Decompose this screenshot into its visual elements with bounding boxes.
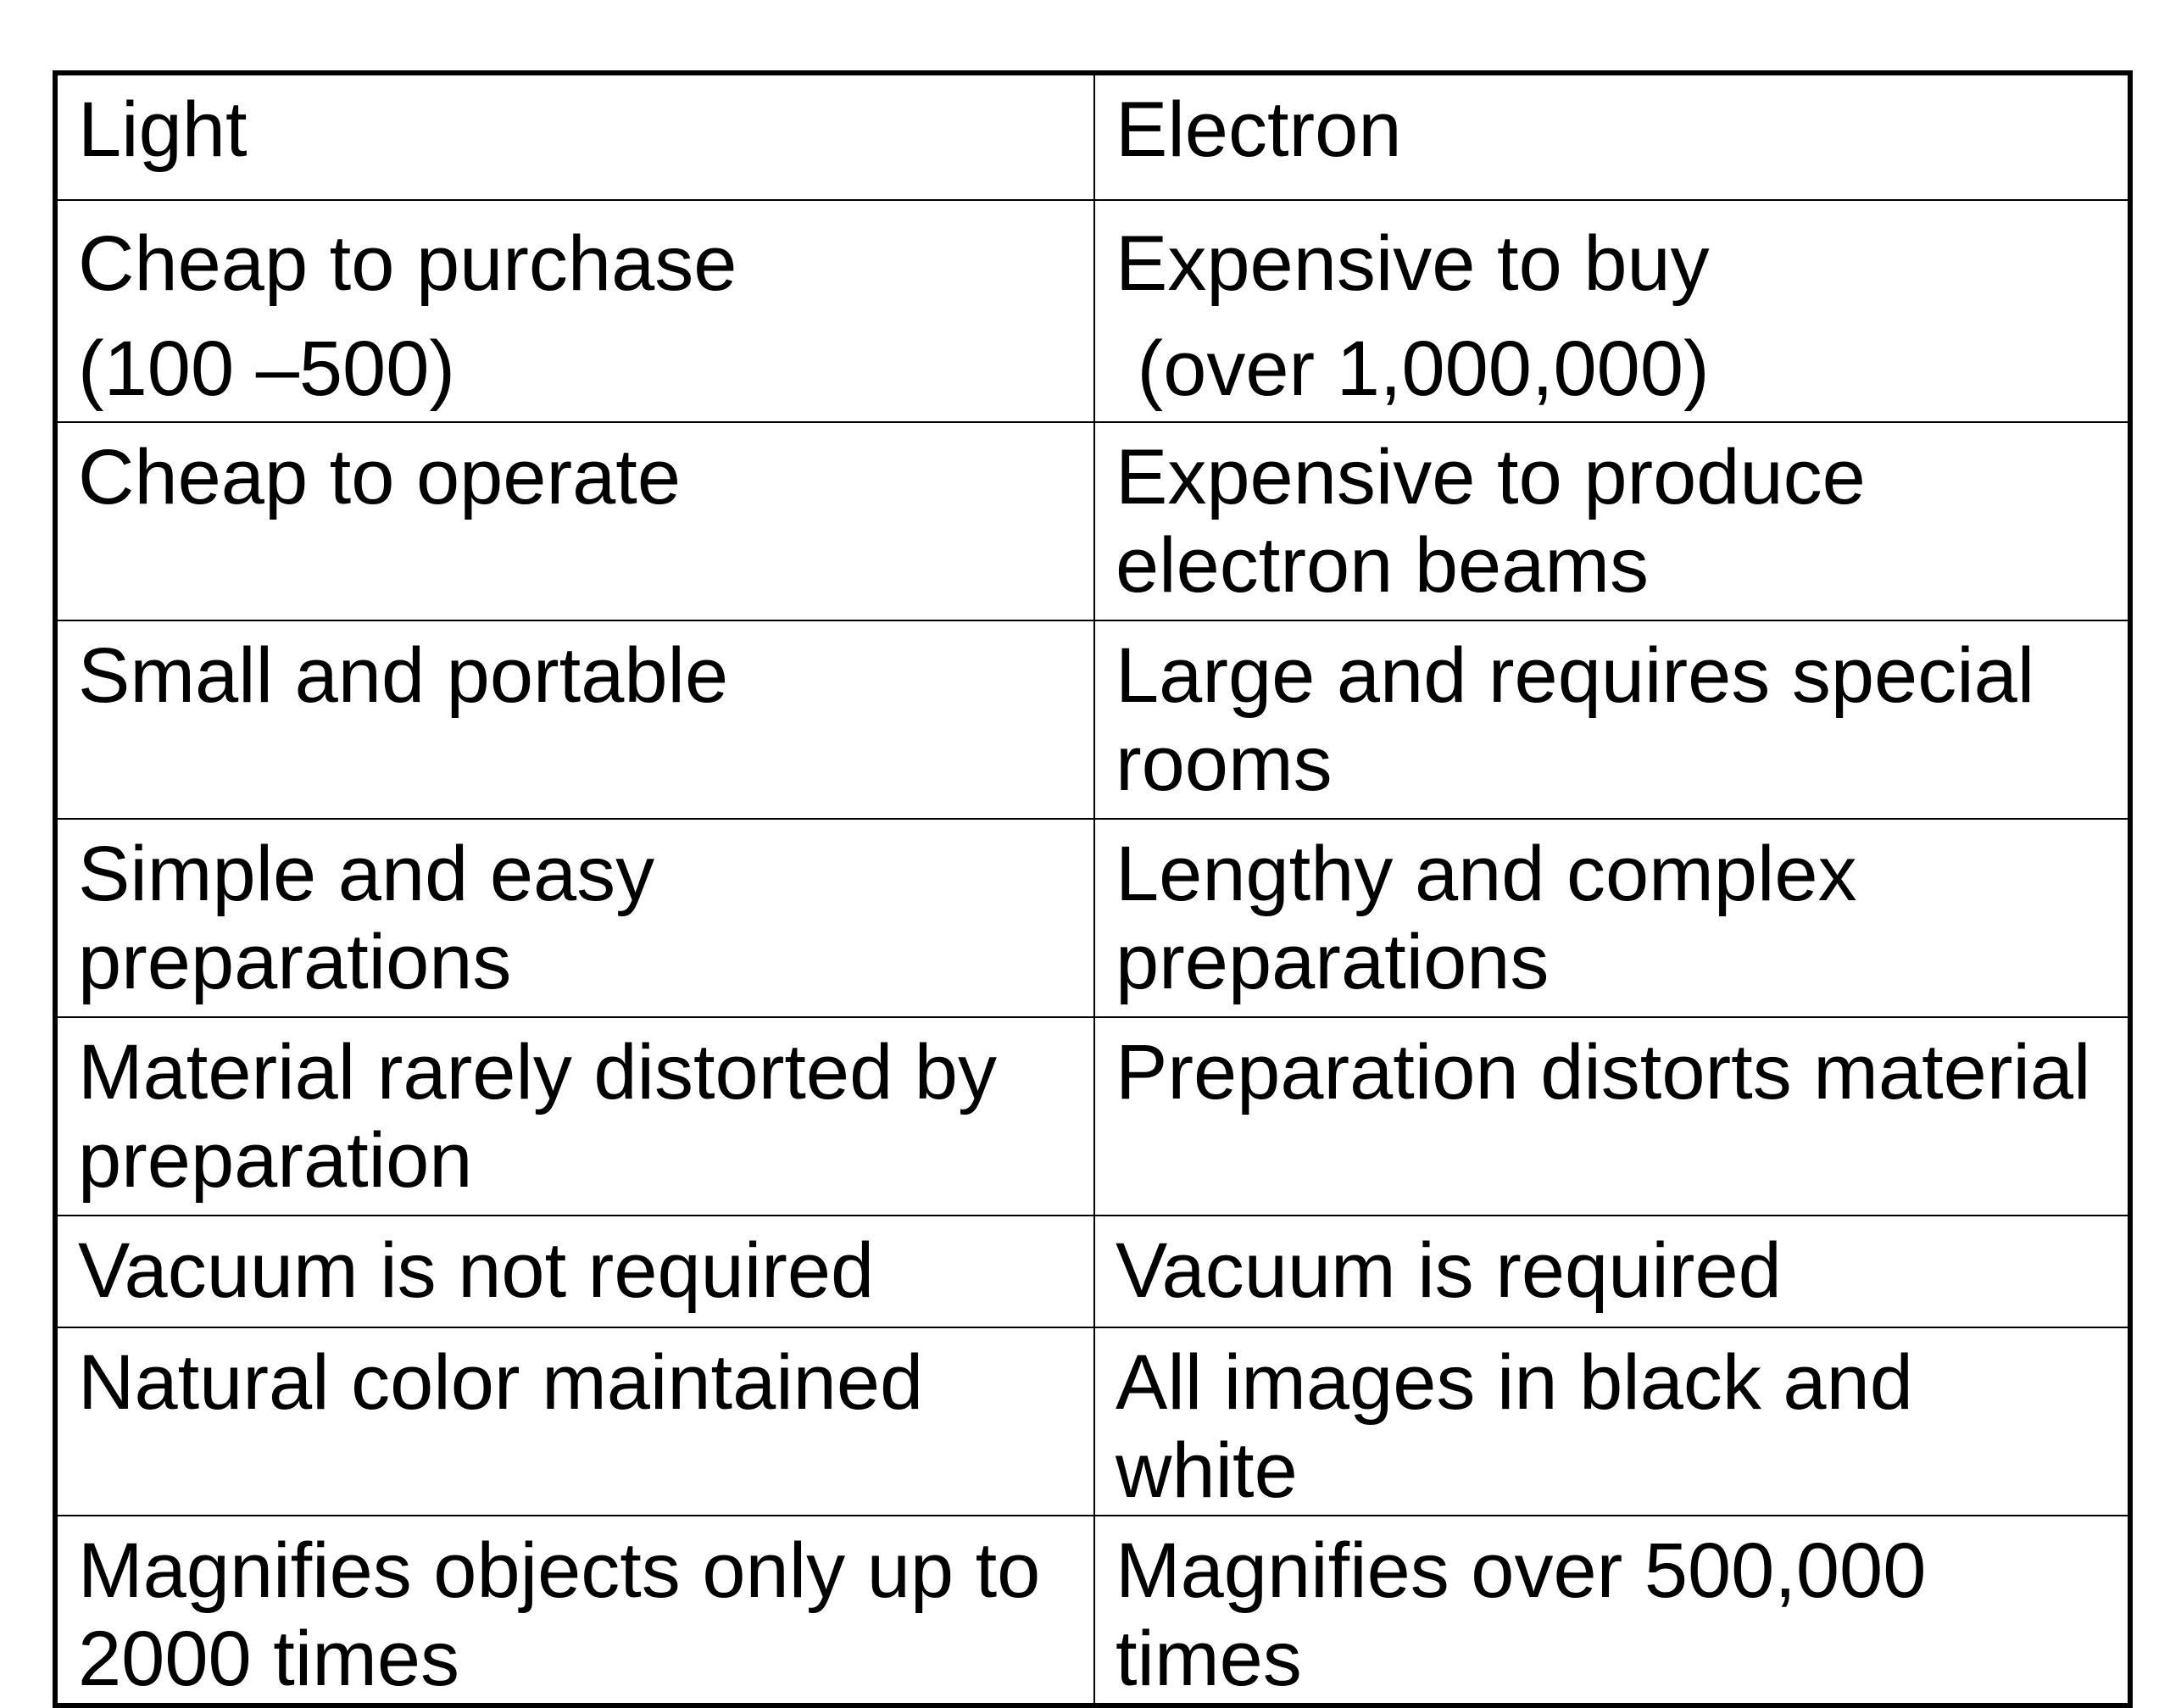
- table-cell-electron: Preparation distorts material: [1094, 1017, 2130, 1216]
- table-row: [55, 200, 2130, 422]
- comparison-table: [53, 70, 2133, 1708]
- table-cell-light: Cheap to operate: [55, 422, 1094, 620]
- cell-line: Expensive to buy: [1116, 220, 1710, 307]
- table-cell-electron: [1094, 200, 2130, 422]
- table-cell-light: Vacuum is not required: [55, 1216, 1094, 1327]
- table-cell-electron: All images in black and white: [1094, 1327, 2130, 1516]
- table-cell-light: Natural color maintained: [55, 1327, 1094, 1516]
- cell-line: Cheap to purchase: [78, 220, 737, 307]
- table-row: [55, 1017, 2130, 1216]
- table-header-row: [55, 73, 2130, 200]
- table-cell-electron: Vacuum is required: [1094, 1216, 2130, 1327]
- table-row: [55, 1327, 2130, 1516]
- table-cell-electron: Expensive to produce electron beams: [1094, 422, 2130, 620]
- table-row: [55, 1216, 2130, 1327]
- cell-line: (over 1,000,000): [1116, 325, 1710, 412]
- table-cell-electron: Magnifies over 500,000 times: [1094, 1516, 2130, 1705]
- table-row: [55, 620, 2130, 819]
- table-row: [55, 1516, 2130, 1705]
- table-cell-light: Simple and easy preparations: [55, 819, 1094, 1017]
- table-cell-light: [55, 200, 1094, 422]
- header-cell-light: Light: [55, 73, 1094, 200]
- cell-line: (100 –500): [78, 325, 455, 412]
- table-cell-light: Small and portable: [55, 620, 1094, 819]
- table-cell-electron: Large and requires special rooms: [1094, 620, 2130, 819]
- table-row: [55, 819, 2130, 1017]
- table-cell-electron: Lengthy and complex preparations: [1094, 819, 2130, 1017]
- table-cell-light: Magnifies objects only up to 2000 times: [55, 1516, 1094, 1705]
- table-cell-light: Material rarely distorted by preparation: [55, 1017, 1094, 1216]
- header-cell-electron: Electron: [1094, 73, 2130, 200]
- table-row: [55, 422, 2130, 620]
